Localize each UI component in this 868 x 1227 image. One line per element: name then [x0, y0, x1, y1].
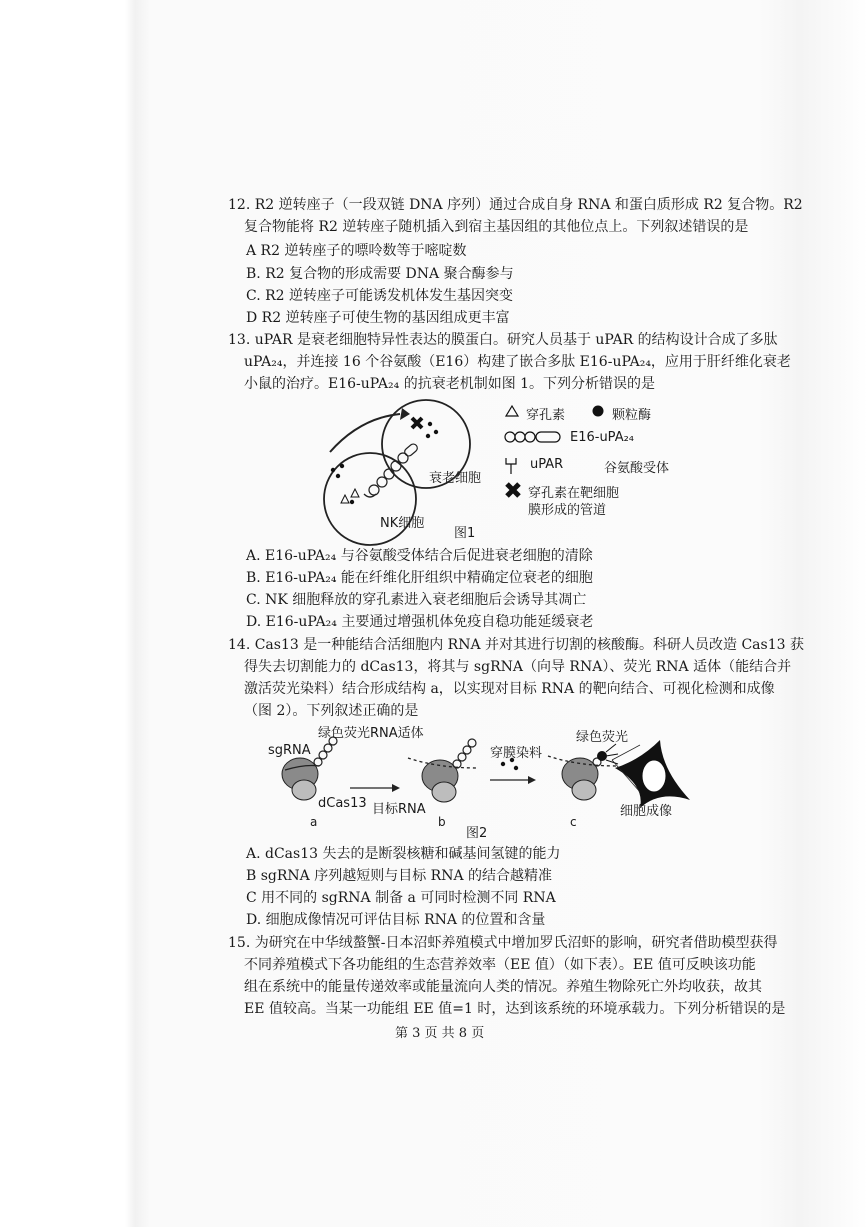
- legend-channel-label-1: 穿孔素在靶细胞: [528, 486, 620, 501]
- structure-c: [548, 744, 618, 800]
- q12-option-b: B. R2 复合物的形成需要 DNA 聚合酶参与: [246, 266, 514, 282]
- q13-option-a: A. E16-uPA₂₄ 与谷氨酸受体结合后促进衰老细胞的清除: [246, 548, 593, 564]
- legend-glu-receptor-label: 谷氨酸受体: [604, 461, 670, 476]
- q13-line-2: uPA₂₄，并连接 16 个谷氨酸（E16）构建了嵌合多肽 E16-uPA₂₄，应用于肝纤维化衰老: [244, 354, 791, 370]
- nk-cell-label: NK细胞: [380, 516, 425, 531]
- aptamer-label: 绿色荧光RNA适体: [318, 726, 424, 741]
- senescent-cell-label: 衰老细胞: [429, 471, 482, 486]
- label-a: a: [310, 815, 318, 829]
- cell-imaging-label: 细胞成像: [620, 804, 673, 819]
- dcas13-label: dCas13: [318, 796, 367, 811]
- page-footer: 第 3 页 共 8 页: [395, 1026, 485, 1041]
- label-b: b: [438, 815, 446, 829]
- figure-2-caption: 图2: [466, 826, 488, 841]
- q14-line-2: 得失去切割能力的 dCas13，将其与 sgRNA（向导 RNA）、荧光 RNA 适体（能结合并: [244, 659, 792, 675]
- q14-line-4: （图 2）。下列叙述正确的是: [244, 703, 419, 719]
- q13-line-1: 13. uPAR 是衰老细胞特异性表达的膜蛋白。研究人员基于 uPAR 的结构设计合成了多肽: [228, 332, 778, 348]
- q13-option-c: C. NK 细胞释放的穿孔素进入衰老细胞后会诱导其凋亡: [246, 592, 587, 608]
- q15-line-4: EE 值较高。当某一功能组 EE 值=1 时，达到该系统的环境承载力。下列分析错误的是: [244, 1001, 786, 1017]
- legend-granzyme-label: 颗粒酶: [612, 408, 652, 423]
- cell-image: [612, 740, 690, 808]
- q13-option-b: B. E16-uPA₂₄ 能在纤维化肝组织中精确定位衰老的细胞: [246, 570, 593, 586]
- legend-channel-label-2: 膜形成的管道: [528, 503, 607, 518]
- q14-line-1: 14. Cas13 是一种能结合活细胞内 RNA 并对其进行切割的核酸酶。科研人员改造 Cas13 获: [228, 637, 804, 653]
- q12-line-1: 12. R2 逆转座子（一段双链 DNA 序列）通过合成自身 RNA 和蛋白质形成 R2 复合物。R2: [228, 197, 803, 213]
- q14-option-b: B sgRNA 序列越短则与目标 RNA 的结合越精准: [246, 868, 553, 884]
- q14-option-d: D. 细胞成像情况可评估目标 RNA 的位置和含量: [246, 912, 546, 928]
- label-c: c: [570, 815, 577, 829]
- q13-line-3: 小鼠的治疗。E16-uPA₂₄ 的抗衰老机制如图 1。下列分析错误的是: [244, 376, 656, 392]
- structure-b: [408, 739, 478, 802]
- green-fluorescence-label: 绿色荧光: [576, 730, 629, 745]
- q15-line-2: 不同养殖模式下各功能组的生态营养效率（EE 值）（如下表）。EE 值可反映该功能: [244, 957, 756, 973]
- q12-option-d: D R2 逆转座子可使生物的基因组成更丰富: [246, 310, 510, 326]
- q12-option-c: C. R2 逆转座子可能诱发机体发生基因突变: [246, 288, 514, 304]
- dye-label: 穿膜染料: [490, 746, 543, 761]
- q14-option-a: A. dCas13 失去的是断裂核糖和碱基间氢键的能力: [246, 846, 561, 862]
- q15-line-1: 15. 为研究在中华绒螯蟹-日本沼虾养殖模式中增加罗氏沼虾的影响，研究者借助模型获得: [228, 935, 778, 951]
- target-rna-label: 目标RNA: [372, 802, 426, 817]
- q13-option-d: D. E16-uPA₂₄ 主要通过增强机体免疫自稳功能延缓衰老: [246, 614, 594, 630]
- legend-perforin-label: 穿孔素: [526, 408, 566, 423]
- q14-option-c: C 用不同的 sgRNA 制备 a 可同时检测不同 RNA: [246, 890, 556, 906]
- q12-option-a: A R2 逆转座子的嘌呤数等于嘧啶数: [246, 243, 467, 259]
- q15-line-3: 组在系统中的能量传递效率或能量流向人类的情况。养殖生物除死亡外均收获，故其: [244, 979, 762, 995]
- q14-line-3: 激活荧光染料）结合形成结构 a，以实现对目标 RNA 的靶向结合、可视化检测和成像: [244, 681, 775, 697]
- sgrna-label: sgRNA: [268, 743, 311, 758]
- legend-upar-label: uPAR: [530, 457, 564, 472]
- q12-line-2: 复合物能将 R2 逆转座子随机插入到宿主基因组的其他位点上。下列叙述错误的是: [244, 219, 749, 235]
- figure-1-caption: 图1: [454, 526, 476, 541]
- legend-e16-label: E16-uPA₂₄: [570, 430, 635, 445]
